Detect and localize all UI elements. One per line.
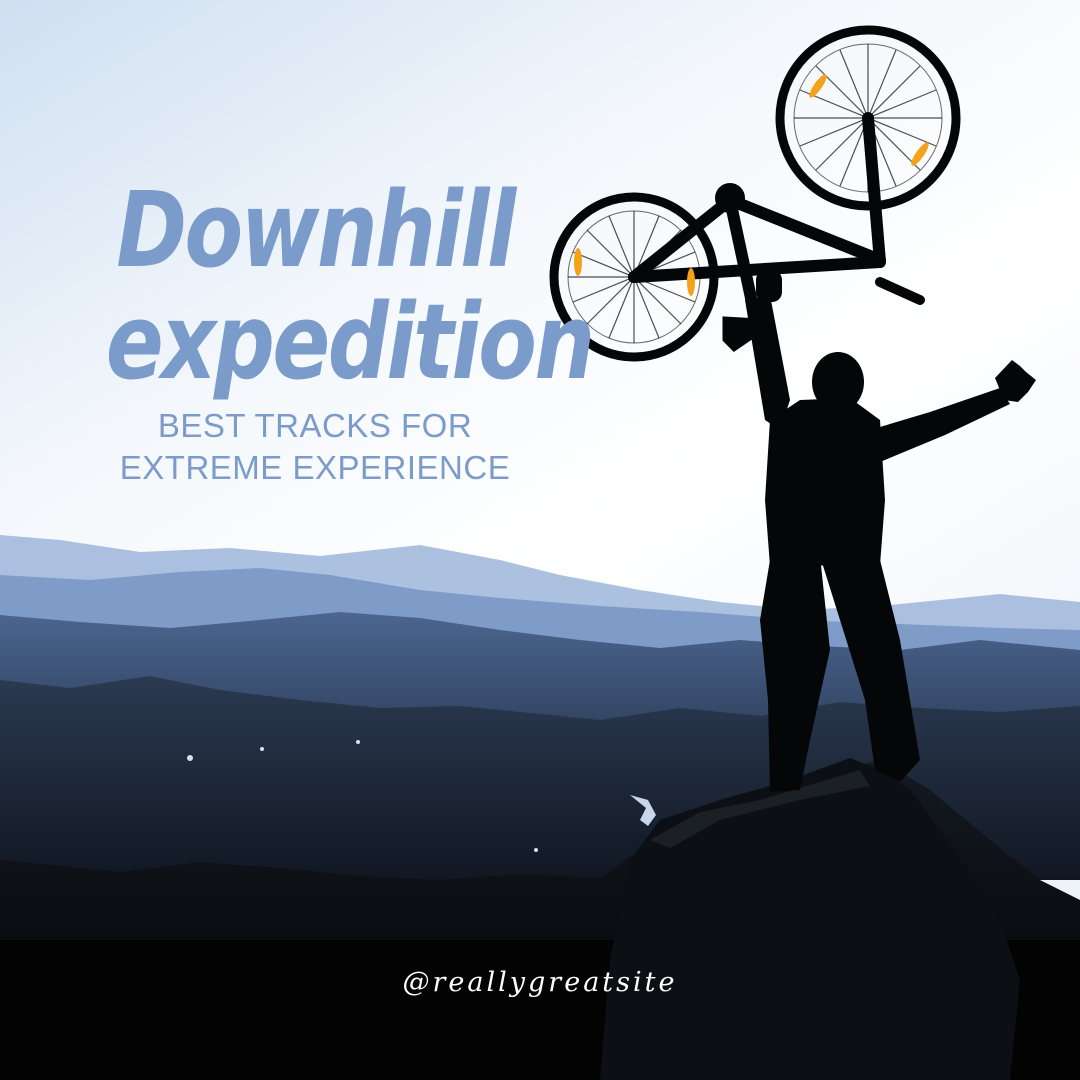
- website-handle: @reallygreatsite: [402, 967, 678, 998]
- subheadline-line-2: EXTREME EXPERIENCE: [119, 449, 511, 486]
- headline-line-2: expedition: [105, 281, 593, 403]
- subheadline-line-1: BEST TRACKS FOR: [157, 407, 473, 444]
- headline-line-1: Downhill: [116, 169, 514, 291]
